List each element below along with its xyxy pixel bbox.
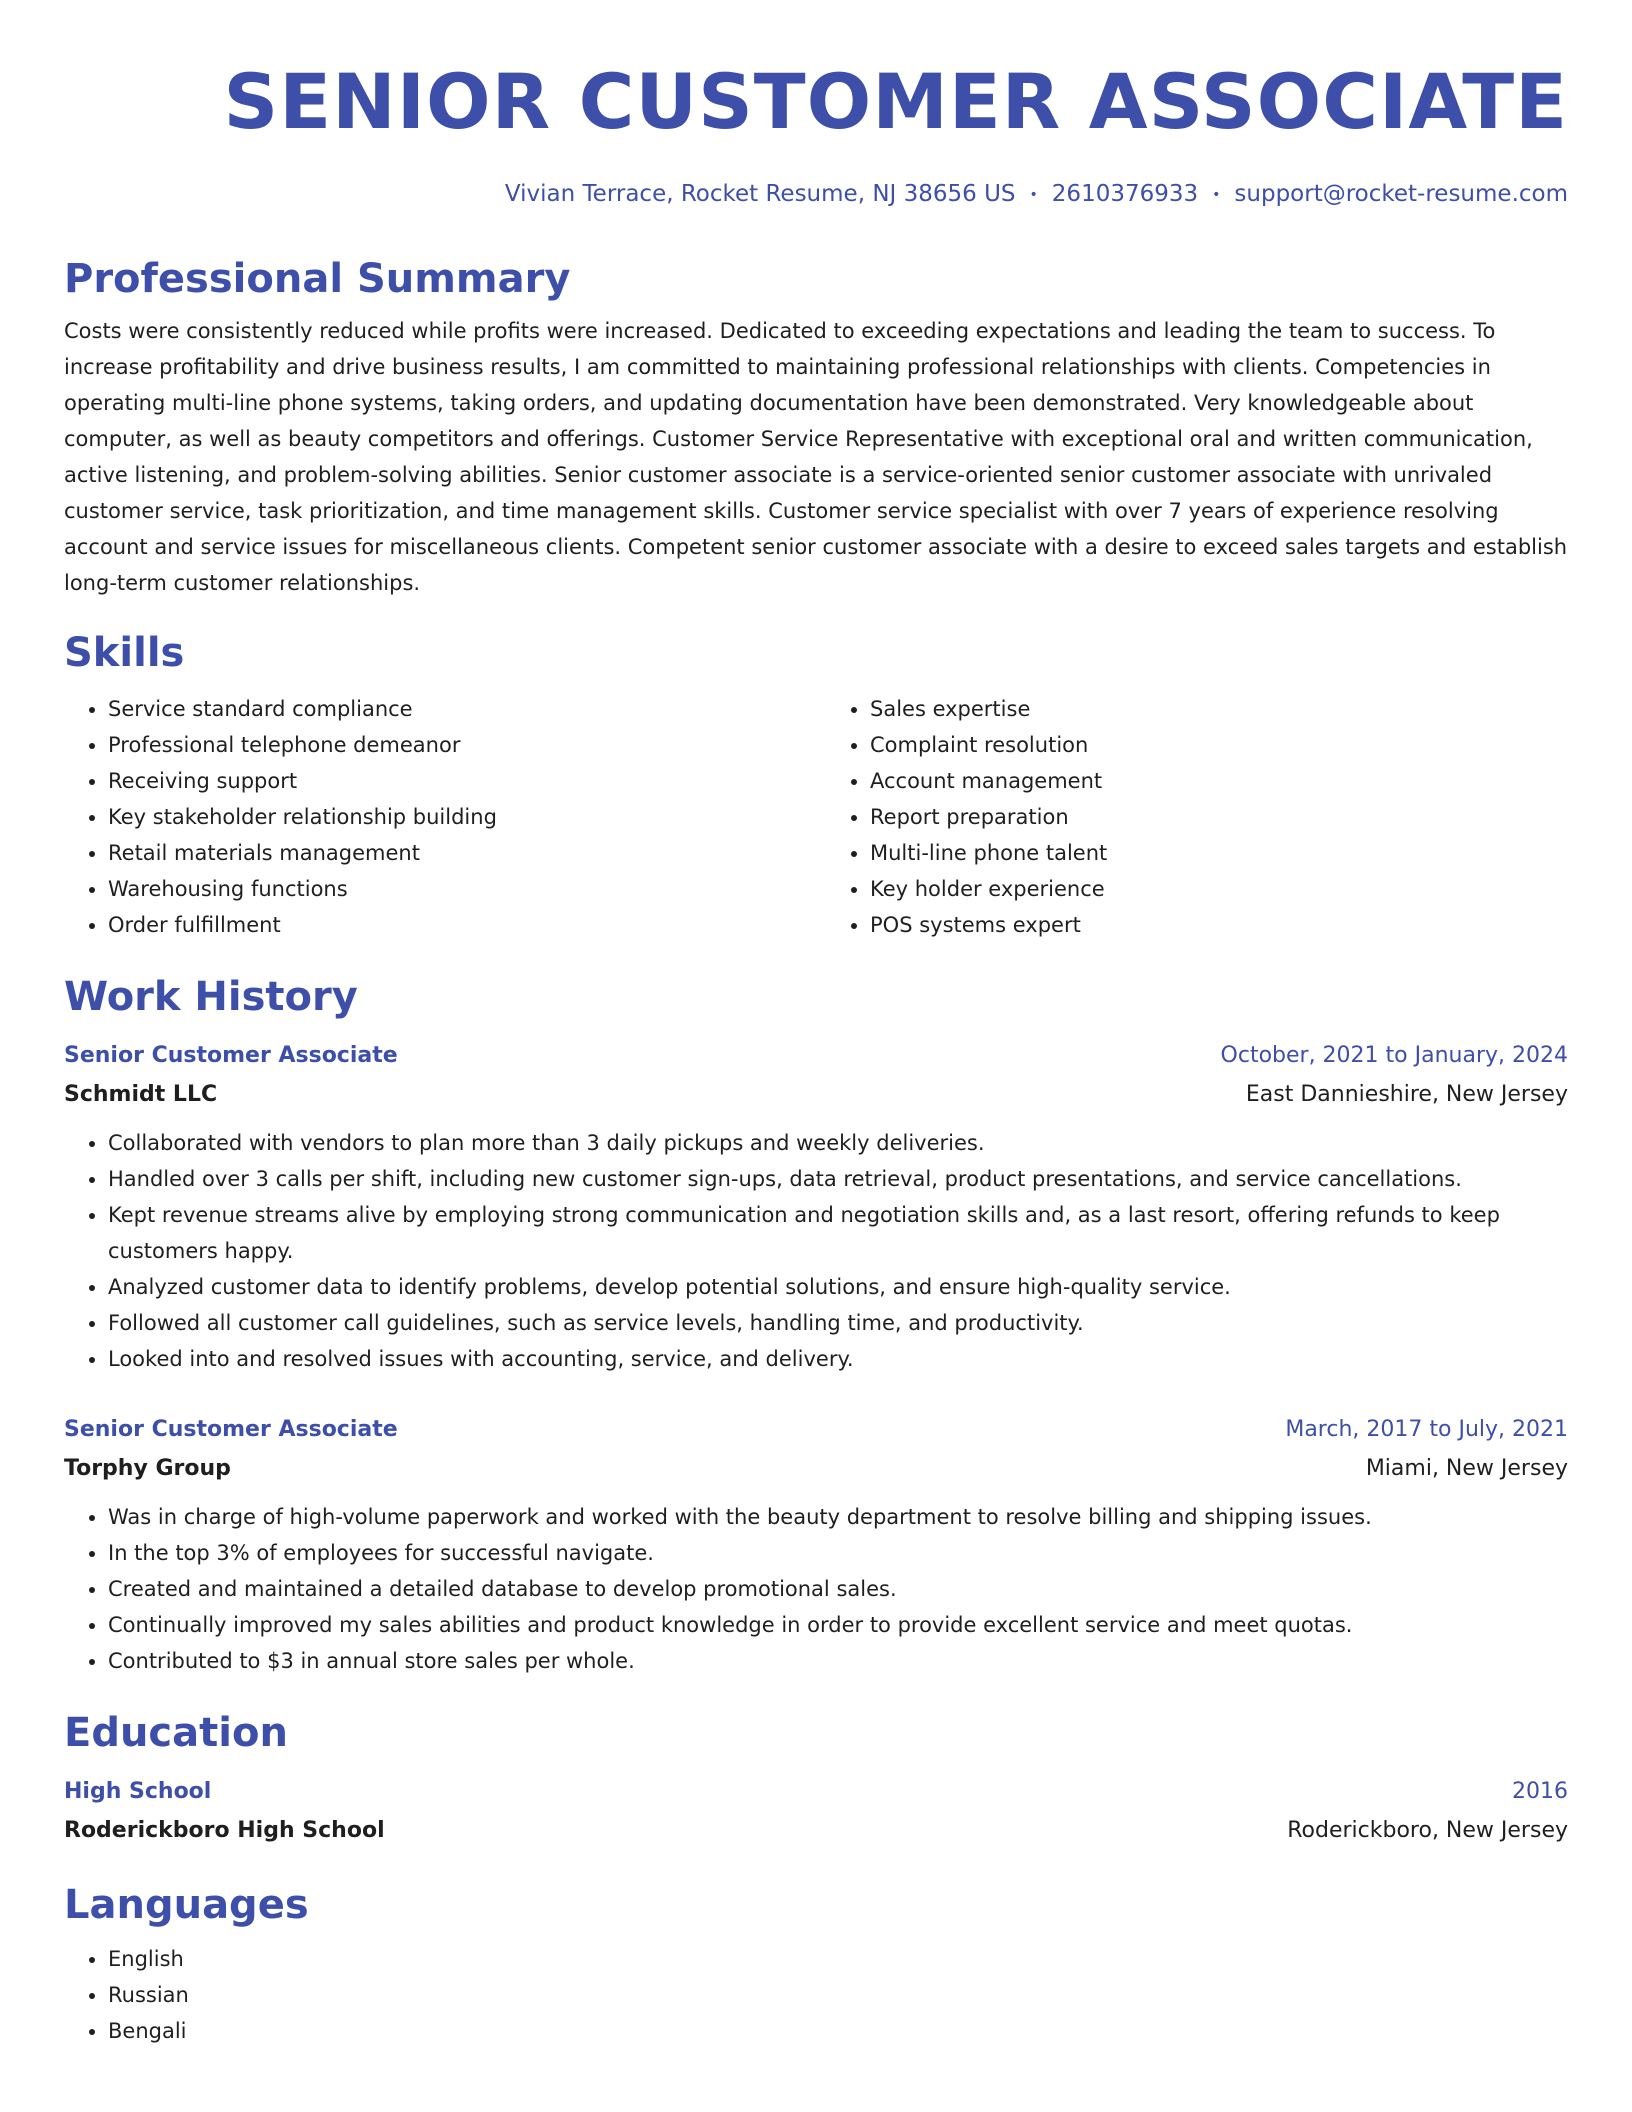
skills-heading: Skills <box>64 629 185 676</box>
education-header <box>64 1773 1568 1811</box>
job-bullet: • Followed all customer call guidelines, such as service levels, handling time, and productivity. <box>108 1305 1568 1341</box>
job-header <box>64 1037 1568 1075</box>
skill-item: • POS systems expert <box>870 907 1568 943</box>
skill-item: • Receiving support <box>108 763 806 799</box>
job-bullets <box>64 1125 1568 1377</box>
language-item: • English <box>108 1941 1568 1977</box>
languages-heading: Languages <box>64 1881 309 1928</box>
education-year: 2016 <box>1512 1778 1568 1804</box>
job-entry <box>64 1411 1568 1679</box>
contact-separator: • <box>1029 186 1038 203</box>
language-item: • Bengali <box>108 2013 1568 2049</box>
skill-item: • Service standard compliance <box>108 691 806 727</box>
job-employer-row <box>64 1075 1568 1115</box>
job-dates: October, 2021 to January, 2024 <box>1220 1042 1568 1068</box>
education-school-row <box>64 1811 1568 1851</box>
job-employer-row <box>64 1449 1568 1489</box>
job-bullet: • Created and maintained a detailed database to develop promotional sales. <box>108 1571 1568 1607</box>
job-bullet: • Contributed to $3 in annual store sales per whole. <box>108 1643 1568 1679</box>
job-bullet: • Handled over 3 calls per shift, including new customer sign-ups, data retrieval, product presentations, and service cancellations. <box>108 1161 1568 1197</box>
contact-line <box>64 178 1568 211</box>
skills-grid <box>64 691 1568 943</box>
job-bullets <box>64 1499 1568 1679</box>
language-item: • Russian <box>108 1977 1568 2013</box>
job-bullet: • Was in charge of high-volume paperwork and worked with the beauty department to resolve billing and shipping issues. <box>108 1499 1568 1535</box>
education-degree: High School <box>64 1778 212 1804</box>
contact-address: Vivian Terrace, Rocket Resume, NJ 38656 US <box>504 181 1016 207</box>
skill-item: • Retail materials management <box>108 835 806 871</box>
summary-text: Costs were consistently reduced while profits were increased. Dedicated to exceeding expectations and leading the team to success. To increase profitability and drive business results, I am committed to maintaining professional relationships with clients. Competencies in operating multi-line phone systems, taking orders, and updating documentation have been demonstrated. Very knowledgeable about computer, as well as beauty competitors and offerings. Customer Service Representative with exceptional oral and written communication, active listening, and problem-solving abilities. Senior customer associate is a service-oriented senior customer associate with unrivaled customer service, task prioritization, and time management skills. Customer service specialist with over 7 years of experience resolving account and service issues for miscellaneous clients. Competent senior customer associate with a desire to exceed sales targets and establish long-term customer relationships. <box>64 318 1568 595</box>
skill-item: • Key holder experience <box>870 871 1568 907</box>
skill-item: • Professional telephone demeanor <box>108 727 806 763</box>
work-history-heading: Work History <box>64 973 358 1020</box>
job-location: East Dannieshire, New Jersey <box>1245 1081 1568 1107</box>
languages-list <box>64 1941 1568 2049</box>
job-dates: March, 2017 to July, 2021 <box>1285 1416 1568 1442</box>
job-bullet: • Collaborated with vendors to plan more than 3 daily pickups and weekly deliveries. <box>108 1125 1568 1161</box>
job-bullet: • Kept revenue streams alive by employing strong communication and negotiation skills and, as a last resort, offering refunds to keep customers happy. <box>108 1197 1568 1269</box>
resume-page <box>64 52 1568 2049</box>
resume-name-heading: SENIOR CUSTOMER ASSOCIATE <box>223 57 1568 146</box>
skill-item: • Order fulfillment <box>108 907 806 943</box>
skill-item: • Key stakeholder relationship building <box>108 799 806 835</box>
job-bullet: • In the top 3% of employees for successful navigate. <box>108 1535 1568 1571</box>
skills-list-left <box>64 691 806 943</box>
job-employer: Schmidt LLC <box>64 1081 218 1107</box>
skill-item: • Report preparation <box>870 799 1568 835</box>
job-bullet: • Looked into and resolved issues with accounting, service, and delivery. <box>108 1341 1568 1377</box>
skill-item: • Multi-line phone talent <box>870 835 1568 871</box>
education-heading: Education <box>64 1709 288 1756</box>
education-school: Roderickboro High School <box>64 1817 385 1843</box>
job-bullet: • Analyzed customer data to identify problems, develop potential solutions, and ensure high-quality service. <box>108 1269 1568 1305</box>
job-bullet: • Continually improved my sales abilities and product knowledge in order to provide excellent service and meet quotas. <box>108 1607 1568 1643</box>
summary-heading: Professional Summary <box>64 255 571 302</box>
contact-separator: • <box>1212 186 1221 203</box>
job-title: Senior Customer Associate <box>64 1416 398 1442</box>
education-entry <box>64 1773 1568 1851</box>
job-location: Miami, New Jersey <box>1365 1455 1568 1481</box>
job-header <box>64 1411 1568 1449</box>
skills-list-right <box>826 691 1568 943</box>
education-location: Roderickboro, New Jersey <box>1287 1817 1568 1843</box>
skill-item: • Sales expertise <box>870 691 1568 727</box>
job-title: Senior Customer Associate <box>64 1042 398 1068</box>
skill-item: • Account management <box>870 763 1568 799</box>
contact-phone: 2610376933 <box>1051 181 1199 207</box>
skill-item: • Complaint resolution <box>870 727 1568 763</box>
skill-item: • Warehousing functions <box>108 871 806 907</box>
job-entry <box>64 1037 1568 1377</box>
job-employer: Torphy Group <box>64 1455 231 1481</box>
contact-email: support@rocket-resume.com <box>1234 181 1568 207</box>
